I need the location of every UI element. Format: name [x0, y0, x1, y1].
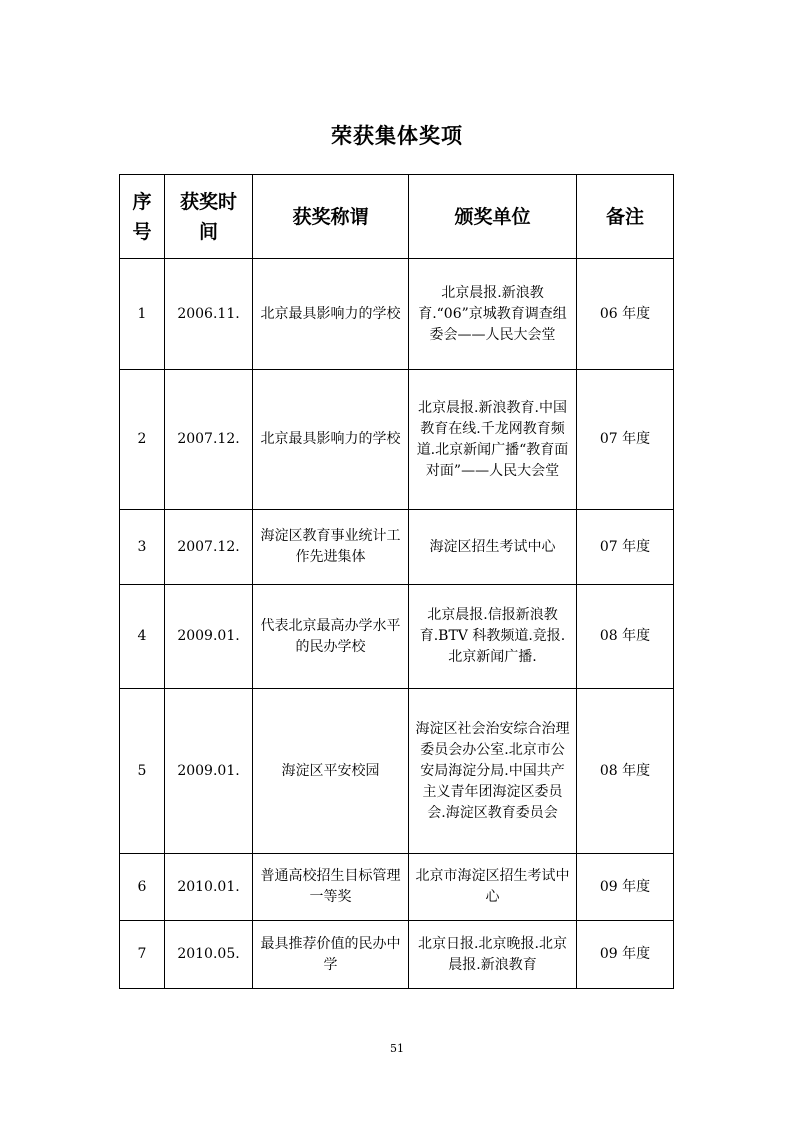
cell-award: 最具推荐价值的民办中学: [253, 921, 409, 989]
cell-no: 4: [120, 585, 165, 689]
cell-award: 北京最具影响力的学校: [253, 370, 409, 510]
table-row: [120, 370, 674, 510]
cell-issuer: 海淀区社会治安综合治理委员会办公室.北京市公安局海淀分局.中国共产主义青年团海淀区委员会.海淀区教育委员会: [409, 689, 577, 854]
cell-time: 2010.05.: [165, 921, 253, 989]
cell-note: 09 年度: [577, 854, 674, 921]
cell-time: 2007.12.: [165, 510, 253, 585]
header-note: 备注: [577, 175, 674, 259]
cell-note: 09 年度: [577, 921, 674, 989]
table-row: [120, 689, 674, 854]
cell-note: 07 年度: [577, 370, 674, 510]
cell-note: 06 年度: [577, 259, 674, 370]
cell-time: 2007.12.: [165, 370, 253, 510]
cell-no: 6: [120, 854, 165, 921]
header-award: 获奖称谓: [253, 175, 409, 259]
cell-award: 海淀区平安校园: [253, 689, 409, 854]
header-issuer: 颁奖单位: [409, 175, 577, 259]
cell-issuer: 海淀区招生考试中心: [409, 510, 577, 585]
cell-note: 08 年度: [577, 585, 674, 689]
header-no: 序号: [120, 175, 165, 259]
table-row: [120, 259, 674, 370]
cell-no: 5: [120, 689, 165, 854]
cell-award: 普通高校招生目标管理一等奖: [253, 854, 409, 921]
cell-issuer: 北京日报.北京晚报.北京晨报.新浪教育: [409, 921, 577, 989]
page-number: 51: [390, 1042, 404, 1055]
cell-no: 3: [120, 510, 165, 585]
awards-table: [119, 174, 674, 989]
cell-no: 7: [120, 921, 165, 989]
table-row: [120, 921, 674, 989]
table-row: [120, 854, 674, 921]
cell-note: 07 年度: [577, 510, 674, 585]
cell-issuer: 北京晨报.信报新浪教育.BTV 科教频道.竞报.北京新闻广播.: [409, 585, 577, 689]
cell-award: 北京最具影响力的学校: [253, 259, 409, 370]
cell-time: 2010.01.: [165, 854, 253, 921]
table-row: [120, 510, 674, 585]
page-title: 荣获集体奖项: [331, 124, 463, 148]
cell-time: 2006.11.: [165, 259, 253, 370]
table-row: [120, 585, 674, 689]
header-time: 获奖时间: [165, 175, 253, 259]
cell-award: 海淀区教育事业统计工作先进集体: [253, 510, 409, 585]
cell-time: 2009.01.: [165, 689, 253, 854]
cell-no: 1: [120, 259, 165, 370]
table-header-row: [120, 175, 674, 259]
cell-time: 2009.01.: [165, 585, 253, 689]
cell-issuer: 北京市海淀区招生考试中心: [409, 854, 577, 921]
cell-award: 代表北京最高办学水平的民办学校: [253, 585, 409, 689]
cell-issuer: 北京晨报.新浪教育.“06”京城教育调查组委会——人民大会堂: [409, 259, 577, 370]
cell-note: 08 年度: [577, 689, 674, 854]
cell-issuer: 北京晨报.新浪教育.中国教育在线.千龙网教育频道.北京新闻广播“教育面对面”——人民大会堂: [409, 370, 577, 510]
cell-no: 2: [120, 370, 165, 510]
